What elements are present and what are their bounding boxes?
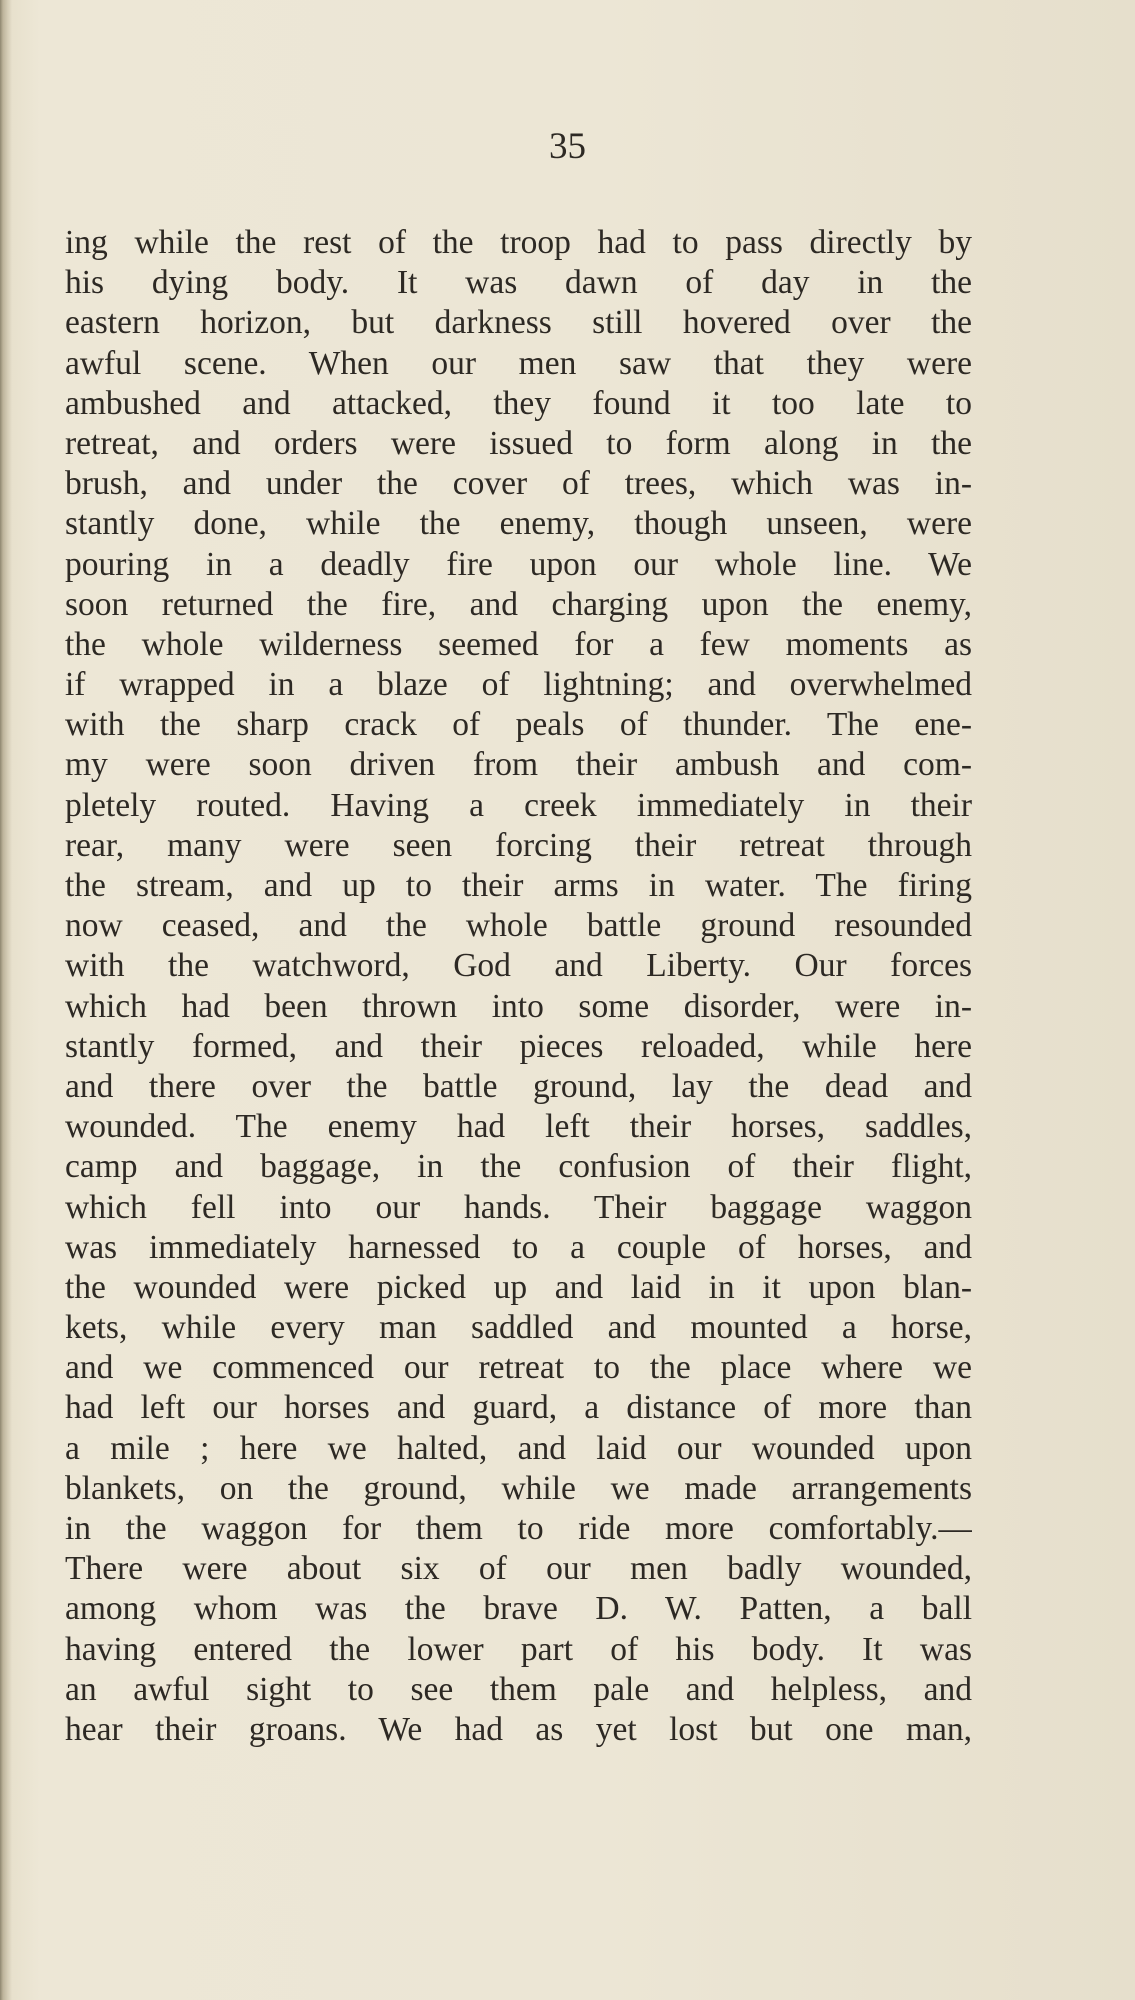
text-line <box>65 786 972 826</box>
page-number: 35 <box>549 126 586 167</box>
text-line <box>65 1710 972 1750</box>
text-line <box>65 987 972 1027</box>
text-line <box>65 1388 972 1428</box>
text-line-content: was immediately harnessed to a couple of horses, and <box>65 1228 972 1266</box>
text-line <box>65 585 972 625</box>
text-line-content: among whom was the brave D. W. Patten, a ball <box>65 1590 972 1628</box>
text-line <box>65 1429 972 1469</box>
text-line-content: the wounded were picked up and laid in it upon blan- <box>65 1268 972 1306</box>
text-line-content: the stream, and up to their arms in water. The firing <box>65 867 972 904</box>
text-line <box>65 1268 972 1308</box>
text-line-content: my were soon driven from their ambush and com- <box>65 746 972 784</box>
text-line-content: having entered the lower part of his body. It was <box>65 1630 972 1668</box>
text-line <box>65 745 972 785</box>
text-line <box>65 1147 972 1187</box>
text-line-content: stantly done, while the enemy, though unseen, were <box>65 505 972 543</box>
text-line-content: camp and baggage, in the confusion of their flight, <box>65 1148 972 1186</box>
text-line-content: ing while the rest of the troop had to pass directly by <box>65 224 972 261</box>
text-line <box>65 545 972 585</box>
text-line <box>65 1107 972 1147</box>
text-line <box>65 1630 972 1670</box>
text-line-content: blankets, on the ground, while we made arrangements <box>65 1469 972 1507</box>
text-line <box>65 1027 972 1067</box>
text-line <box>65 1308 972 1348</box>
text-line-content: kets, while every man saddled and mounted a horse, <box>65 1309 972 1347</box>
text-line <box>65 1670 972 1710</box>
text-line <box>65 1589 972 1629</box>
text-line <box>65 826 972 866</box>
text-line-content: stantly formed, and their pieces reloaded, while here <box>65 1027 972 1065</box>
text-line <box>65 384 972 424</box>
text-line-content: the whole wilderness seemed for a few moments as <box>65 625 972 663</box>
text-line-content: pouring in a deadly fire upon our whole line. We <box>65 545 972 583</box>
text-line-content: There were about six of our men badly wounded, <box>65 1550 972 1588</box>
text-line-content: which fell into our hands. Their baggage waggon <box>65 1188 972 1226</box>
text-line-content: and we commenced our retreat to the place where we <box>65 1349 972 1387</box>
text-line <box>65 1188 972 1228</box>
text-line-content: his dying body. It was dawn of day in the <box>65 264 972 302</box>
text-line <box>65 464 972 504</box>
text-line-content: with the watchword, God and Liberty. Our forces <box>65 947 972 985</box>
text-line-content: which had been thrown into some disorder, were in- <box>65 987 972 1025</box>
text-line-content: soon returned the fire, and charging upon the enemy, <box>65 585 972 623</box>
text-line-content: rear, many were seen forcing their retreat through <box>65 826 972 864</box>
text-line-content: in the waggon for them to ride more comfortably.— <box>65 1510 972 1547</box>
text-line-content: retreat, and orders were issued to form along in the <box>65 424 972 462</box>
text-line <box>65 1228 972 1268</box>
text-line-content: with the sharp crack of peals of thunder. The ene- <box>65 706 972 744</box>
text-line <box>65 504 972 544</box>
text-line-content: ambushed and attacked, they found it too late to <box>65 384 972 422</box>
text-line-content: wounded. The enemy had left their horses, saddles, <box>65 1108 972 1146</box>
text-line <box>65 665 972 705</box>
text-line-content: brush, and under the cover of trees, which was in- <box>65 465 972 503</box>
text-line <box>65 625 972 665</box>
text-line-content: hear their groans. We had as yet lost but one man, <box>65 1710 972 1748</box>
text-line-content: and there over the battle ground, lay the dead and <box>65 1067 972 1105</box>
text-line <box>65 424 972 464</box>
page-gutter-shadow <box>0 0 12 2000</box>
text-line <box>65 1067 972 1107</box>
text-line <box>65 1348 972 1388</box>
text-line <box>65 866 972 906</box>
text-line-content: had left our horses and guard, a distance of more than <box>65 1389 972 1427</box>
text-line <box>65 344 972 384</box>
text-line <box>65 705 972 745</box>
body-text <box>65 223 972 1750</box>
text-line <box>65 223 972 263</box>
text-line <box>65 1549 972 1589</box>
text-line-content: a mile ; here we halted, and laid our wounded upon <box>65 1429 972 1467</box>
text-line-content: an awful sight to see them pale and helpless, and <box>65 1670 972 1708</box>
text-line <box>65 263 972 303</box>
text-line <box>65 946 972 986</box>
text-line-content: pletely routed. Having a creek immediately in their <box>65 786 972 824</box>
text-line <box>65 303 972 343</box>
text-line <box>65 1509 972 1549</box>
text-line-content: awful scene. When our men saw that they were <box>65 344 972 382</box>
text-line <box>65 906 972 946</box>
text-line-content: now ceased, and the whole battle ground resounded <box>65 907 972 945</box>
text-line <box>65 1469 972 1509</box>
text-line-content: if wrapped in a blaze of lightning; and overwhelmed <box>65 666 972 704</box>
text-line-content: eastern horizon, but darkness still hovered over the <box>65 304 972 342</box>
